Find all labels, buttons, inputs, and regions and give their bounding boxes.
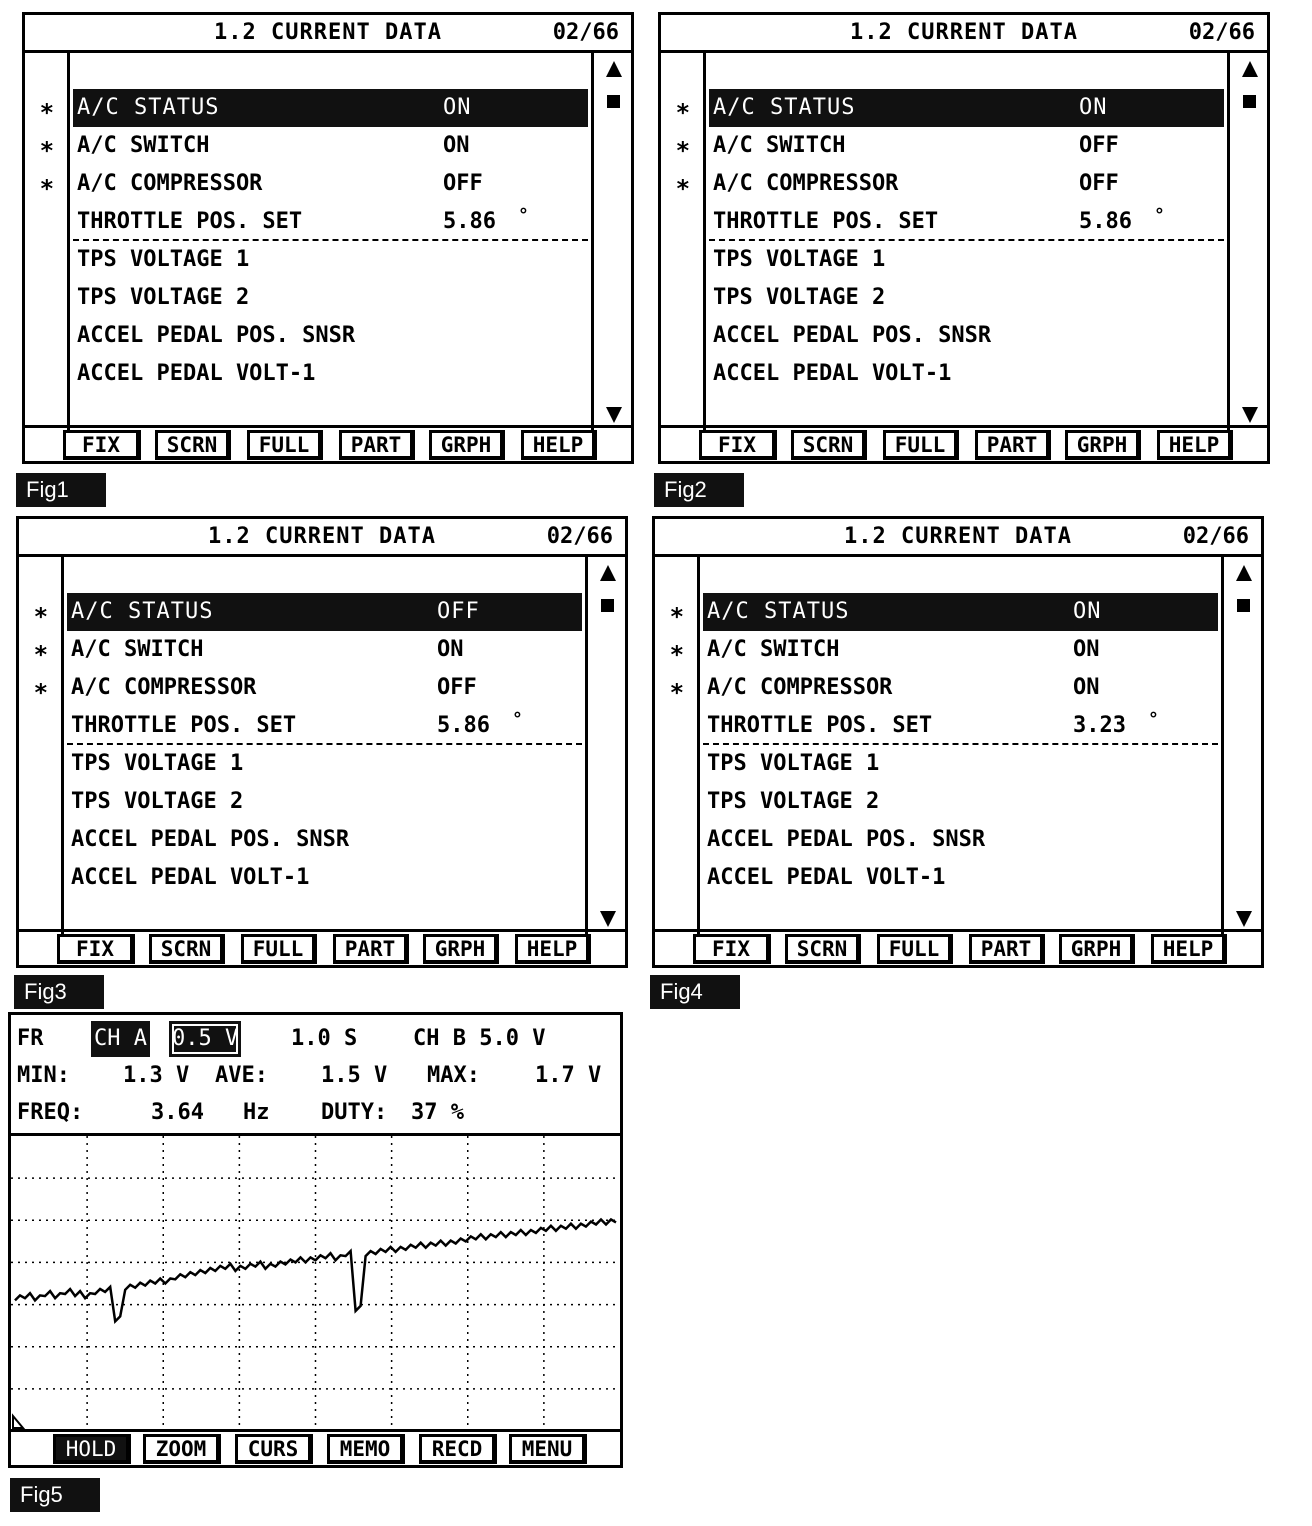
parameter-name: TPS VOLTAGE 2 — [707, 789, 880, 814]
parameter-value: OFF — [443, 171, 483, 196]
min-label: MIN: — [17, 1063, 70, 1088]
data-row[interactable] — [703, 707, 1218, 745]
parameter-name: TPS VOLTAGE 2 — [713, 285, 886, 310]
freq-label: FREQ: — [17, 1100, 84, 1125]
data-row[interactable] — [703, 745, 1218, 783]
trigger-marker-icon — [13, 1416, 23, 1428]
marker-icon: ∗ — [39, 132, 55, 160]
page-indicator: 02/66 — [552, 20, 619, 45]
data-row[interactable] — [39, 89, 588, 127]
title-bar — [661, 15, 1267, 53]
data-row[interactable] — [67, 707, 582, 745]
parameter-name: ACCEL PEDAL VOLT-1 — [77, 361, 316, 386]
scroll-up-icon[interactable] — [606, 61, 622, 77]
data-row[interactable] — [73, 279, 588, 317]
parameter-name: A/C STATUS — [77, 95, 220, 120]
parameter-name: ACCEL PEDAL VOLT-1 — [707, 865, 946, 890]
scrn-button[interactable]: SCRN — [155, 430, 231, 460]
parameter-unit: ° — [1148, 709, 1159, 730]
page-indicator: 02/66 — [1188, 20, 1255, 45]
channel-a-scale[interactable]: 0.5 V — [169, 1021, 241, 1057]
parameter-name: ACCEL PEDAL POS. SNSR — [713, 323, 992, 348]
rows-container — [39, 89, 588, 393]
data-row[interactable] — [675, 165, 1224, 203]
scrollbar[interactable] — [1221, 557, 1261, 935]
parameter-value: 5.86 — [443, 209, 496, 234]
ave-value: 1.5 V — [321, 1063, 388, 1088]
figure-label: Fig4 — [650, 975, 740, 1009]
parameter-name: TPS VOLTAGE 1 — [71, 751, 244, 776]
parameter-name: TPS VOLTAGE 2 — [77, 285, 250, 310]
parameter-name: ACCEL PEDAL POS. SNSR — [71, 827, 350, 852]
data-row[interactable] — [67, 783, 582, 821]
marker-icon: ∗ — [675, 94, 691, 122]
parameter-value: ON — [1079, 95, 1108, 120]
data-row[interactable] — [669, 631, 1218, 669]
data-screen-fig3 — [16, 516, 628, 968]
data-row[interactable] — [709, 203, 1224, 241]
parameter-name: A/C STATUS — [71, 599, 214, 624]
data-screen-fig2 — [658, 12, 1270, 464]
parameter-value: OFF — [437, 675, 477, 700]
parameter-value: OFF — [437, 599, 480, 624]
parameter-name: A/C STATUS — [713, 95, 856, 120]
button-bar — [655, 929, 1261, 965]
help-button[interactable]: HELP — [1157, 430, 1233, 460]
scroll-thumb[interactable] — [601, 599, 614, 612]
parameter-name: THROTTLE POS. SET — [71, 713, 297, 738]
data-screen-fig4 — [652, 516, 1264, 968]
data-row[interactable] — [39, 165, 588, 203]
data-row[interactable] — [73, 355, 588, 393]
data-row[interactable] — [709, 241, 1224, 279]
scope-screen-fig5 — [8, 1012, 623, 1468]
fix-button[interactable]: FIX — [693, 934, 771, 964]
screen-title: 1.2 CURRENT DATA — [844, 524, 1072, 549]
marker-icon: ∗ — [39, 94, 55, 122]
marker-icon: ∗ — [675, 170, 691, 198]
parameter-name: ACCEL PEDAL VOLT-1 — [713, 361, 952, 386]
menu-button[interactable]: MENU — [509, 1434, 587, 1464]
title-bar — [25, 15, 631, 53]
data-list — [19, 557, 625, 935]
full-button[interactable]: FULL — [241, 934, 317, 964]
data-row[interactable] — [67, 859, 582, 897]
scroll-thumb[interactable] — [607, 95, 620, 108]
parameter-name: TPS VOLTAGE 1 — [713, 247, 886, 272]
curs-button[interactable]: CURS — [235, 1434, 313, 1464]
marker-icon: ∗ — [33, 598, 49, 626]
parameter-value: OFF — [1079, 171, 1119, 196]
min-value: 1.3 V — [123, 1063, 190, 1088]
scope-header-line-1 — [17, 1021, 617, 1057]
data-row[interactable] — [73, 203, 588, 241]
waveform-plot — [11, 1133, 620, 1431]
freq-unit: Hz — [243, 1100, 270, 1125]
rows-container — [675, 89, 1224, 393]
freq-value: 3.64 — [151, 1100, 204, 1125]
scrn-button[interactable]: SCRN — [791, 430, 867, 460]
data-list — [25, 53, 631, 431]
fix-button[interactable]: FIX — [699, 430, 777, 460]
parameter-value: 5.86 — [437, 713, 490, 738]
scroll-down-icon[interactable] — [600, 911, 616, 927]
scroll-down-icon[interactable] — [1236, 911, 1252, 927]
scrn-button[interactable]: SCRN — [149, 934, 225, 964]
figure-label: Fig2 — [654, 473, 744, 507]
data-list — [655, 557, 1261, 935]
data-row[interactable] — [669, 669, 1218, 707]
data-row[interactable] — [39, 127, 588, 165]
parameter-name: A/C STATUS — [707, 599, 850, 624]
channel-a-selector[interactable]: CH A — [91, 1021, 150, 1057]
marker-icon: ∗ — [669, 674, 685, 702]
parameter-unit: ° — [518, 205, 529, 226]
scrn-button[interactable]: SCRN — [785, 934, 861, 964]
parameter-name: A/C COMPRESSOR — [707, 675, 893, 700]
scroll-up-icon[interactable] — [1236, 565, 1252, 581]
ave-label: AVE: — [215, 1063, 268, 1088]
data-list — [661, 53, 1267, 431]
scroll-down-icon[interactable] — [606, 407, 622, 423]
part-button[interactable]: PART — [969, 934, 1045, 964]
parameter-name: ACCEL PEDAL VOLT-1 — [71, 865, 310, 890]
parameter-name: THROTTLE POS. SET — [707, 713, 933, 738]
parameter-name: THROTTLE POS. SET — [77, 209, 303, 234]
parameter-name: A/C COMPRESSOR — [77, 171, 263, 196]
parameter-name: A/C SWITCH — [77, 133, 210, 158]
scroll-up-icon[interactable] — [1242, 61, 1258, 77]
marker-icon: ∗ — [669, 598, 685, 626]
duty-value: 37 % — [411, 1100, 464, 1125]
title-bar — [655, 519, 1261, 557]
scrollbar[interactable] — [1227, 53, 1267, 431]
marker-icon: ∗ — [675, 132, 691, 160]
help-button[interactable]: HELP — [1151, 934, 1227, 964]
part-button[interactable]: PART — [333, 934, 409, 964]
parameter-name: A/C COMPRESSOR — [713, 171, 899, 196]
scrollbar[interactable] — [591, 53, 631, 431]
full-button[interactable]: FULL — [877, 934, 953, 964]
parameter-name: THROTTLE POS. SET — [713, 209, 939, 234]
data-row[interactable] — [703, 783, 1218, 821]
memo-button[interactable]: MEMO — [327, 1434, 405, 1464]
marker-icon: ∗ — [669, 636, 685, 664]
recd-button[interactable]: RECD — [419, 1434, 497, 1464]
button-bar — [25, 425, 631, 461]
marker-icon: ∗ — [33, 674, 49, 702]
screen-title: 1.2 CURRENT DATA — [214, 20, 442, 45]
figure-label: Fig5 — [10, 1478, 100, 1512]
parameter-name: A/C SWITCH — [707, 637, 840, 662]
parameter-name: TPS VOLTAGE 1 — [707, 751, 880, 776]
title-bar — [19, 519, 625, 557]
data-row[interactable] — [67, 745, 582, 783]
grph-button[interactable]: GRPH — [1065, 430, 1141, 460]
duty-label: DUTY: — [321, 1100, 388, 1125]
parameter-value: 5.86 — [1079, 209, 1132, 234]
fix-button[interactable]: FIX — [63, 430, 141, 460]
data-row[interactable] — [709, 355, 1224, 393]
button-bar — [19, 929, 625, 965]
parameter-name: ACCEL PEDAL POS. SNSR — [707, 827, 986, 852]
parameter-name: TPS VOLTAGE 1 — [77, 247, 250, 272]
parameter-value: ON — [1073, 675, 1100, 700]
help-button[interactable]: HELP — [515, 934, 591, 964]
scope-header-line-2 — [17, 1058, 617, 1094]
waveform-chart — [11, 1136, 620, 1431]
parameter-value: ON — [443, 95, 472, 120]
parameter-value: ON — [1073, 599, 1102, 624]
figure-label: Fig1 — [16, 473, 106, 507]
time-division: 1.0 S — [291, 1026, 358, 1051]
hold-button[interactable]: HOLD — [53, 1434, 131, 1464]
marker-icon: ∗ — [33, 636, 49, 664]
data-row[interactable] — [703, 859, 1218, 897]
parameter-name: A/C SWITCH — [713, 133, 846, 158]
scroll-up-icon[interactable] — [600, 565, 616, 581]
data-row[interactable] — [33, 593, 582, 631]
full-button[interactable]: FULL — [247, 430, 323, 460]
data-row[interactable] — [33, 669, 582, 707]
data-row[interactable] — [703, 821, 1218, 859]
part-button[interactable]: PART — [339, 430, 415, 460]
parameter-value: OFF — [1079, 133, 1119, 158]
scroll-thumb[interactable] — [1237, 599, 1250, 612]
parameter-value: ON — [1073, 637, 1100, 662]
parameter-value: 3.23 — [1073, 713, 1126, 738]
max-label: MAX: — [427, 1063, 480, 1088]
zoom-button[interactable]: ZOOM — [143, 1434, 221, 1464]
data-row[interactable] — [709, 279, 1224, 317]
scroll-down-icon[interactable] — [1242, 407, 1258, 423]
parameter-name: TPS VOLTAGE 2 — [71, 789, 244, 814]
parameter-value: ON — [437, 637, 464, 662]
parameter-value: ON — [443, 133, 470, 158]
mode-indicator: FR — [17, 1026, 44, 1051]
data-row[interactable] — [73, 317, 588, 355]
scope-header-line-3 — [17, 1095, 617, 1131]
data-row[interactable] — [669, 593, 1218, 631]
channel-b-scale: CH B 5.0 V — [413, 1026, 546, 1051]
data-screen-fig1 — [22, 12, 634, 464]
data-row[interactable] — [67, 821, 582, 859]
scrollbar[interactable] — [585, 557, 625, 935]
marker-icon: ∗ — [39, 170, 55, 198]
part-button[interactable]: PART — [975, 430, 1051, 460]
grph-button[interactable]: GRPH — [423, 934, 499, 964]
parameter-unit: ° — [1154, 205, 1165, 226]
page-indicator: 02/66 — [1182, 524, 1249, 549]
max-value: 1.7 V — [535, 1063, 602, 1088]
parameter-name: A/C SWITCH — [71, 637, 204, 662]
scope-button-bar — [11, 1429, 620, 1465]
rows-container — [33, 593, 582, 897]
scroll-thumb[interactable] — [1243, 95, 1256, 108]
data-row[interactable] — [675, 89, 1224, 127]
parameter-unit: ° — [512, 709, 523, 730]
data-row[interactable] — [33, 631, 582, 669]
data-row[interactable] — [709, 317, 1224, 355]
grph-button[interactable]: GRPH — [429, 430, 505, 460]
data-row[interactable] — [675, 127, 1224, 165]
button-bar — [661, 425, 1267, 461]
help-button[interactable]: HELP — [521, 430, 597, 460]
rows-container — [669, 593, 1218, 897]
full-button[interactable]: FULL — [883, 430, 959, 460]
figure-label: Fig3 — [14, 975, 104, 1009]
grph-button[interactable]: GRPH — [1059, 934, 1135, 964]
parameter-name: ACCEL PEDAL POS. SNSR — [77, 323, 356, 348]
screen-title: 1.2 CURRENT DATA — [208, 524, 436, 549]
screen-title: 1.2 CURRENT DATA — [850, 20, 1078, 45]
parameter-name: A/C COMPRESSOR — [71, 675, 257, 700]
page-indicator: 02/66 — [546, 524, 613, 549]
data-row[interactable] — [73, 241, 588, 279]
fix-button[interactable]: FIX — [57, 934, 135, 964]
